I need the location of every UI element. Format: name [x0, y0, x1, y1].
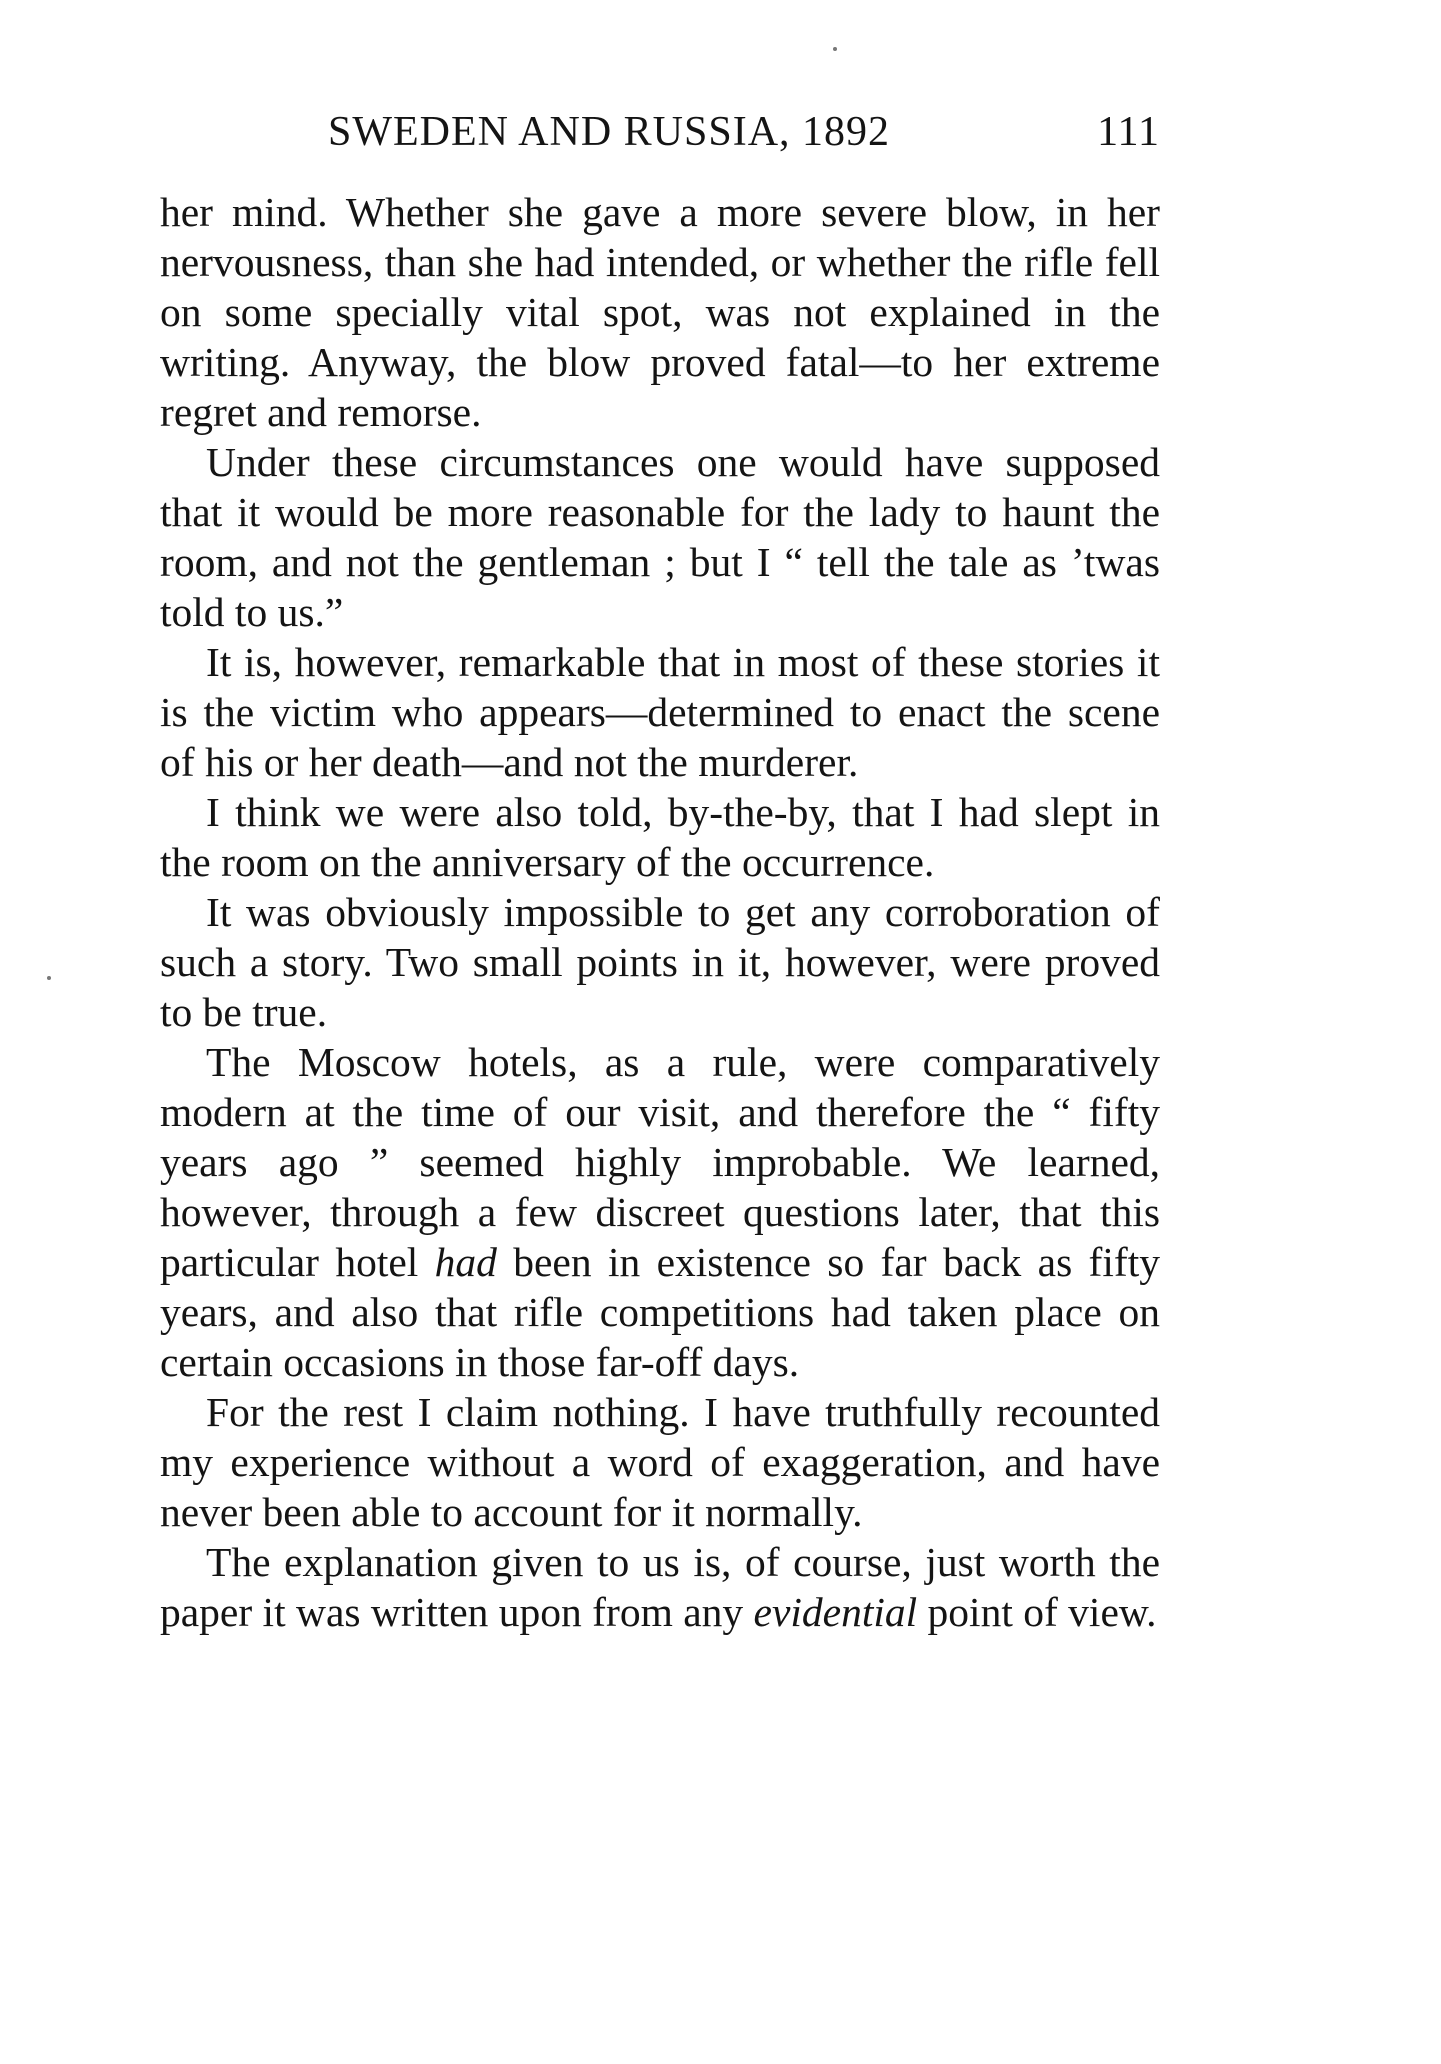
page-header: [160, 108, 1160, 168]
paragraph-4: I think we were also told, by-the-by, that I had slept in the room on the anniversary of the occurrence.: [160, 789, 1160, 885]
paper-speck: [833, 47, 837, 51]
paragraph-2: Under these circumstances one would have supposed that it would be more reasonable for the lady to haunt the room, and not the gentleman ; but I “ tell the tale as ’twas told to us.”: [160, 439, 1160, 635]
paper-speck: [47, 976, 51, 980]
paragraph-8-emphasis: evidential: [753, 1589, 918, 1635]
page-number: 111: [1097, 109, 1160, 155]
paragraph-6: [160, 1037, 1160, 1387]
running-title: SWEDEN AND RUSSIA, 1892: [328, 109, 891, 155]
paragraph-7: For the rest I claim nothing. I have truthfully recounted my experience without a word of exaggeration, and have never been able to account for it normally.: [160, 1389, 1160, 1535]
paragraph-6-part-b: been in existence so far back as fifty years, and also that rifle competitions had taken place on certain occasions in those far-off days.: [160, 1239, 1161, 1385]
paragraph-8: [160, 1537, 1160, 1637]
paragraph-8-part-b: point of view.: [917, 1589, 1157, 1635]
paragraph-5: It was obviously impossible to get any corroboration of such a story. Two small points in it, however, were proved to be true.: [160, 889, 1160, 1035]
paragraph-6-emphasis: had: [434, 1239, 497, 1285]
body-text: [160, 187, 1160, 1637]
paragraph-6-part-a: The Moscow hotels, as a rule, were comparatively modern at the time of our visit, and therefore the “ fifty years ago ” seemed highly improbable. We learned, however, through a few discreet questions later, that this particular hotel: [160, 1039, 1160, 1285]
paragraph-8-part-a: The explanation given to us is, of course, just worth the paper it was written upon from any: [160, 1539, 1160, 1635]
paragraph-1: her mind. Whether she gave a more severe blow, in her nervousness, than she had intended, or whether the rifle fell on some specially vital spot, was not explained in the writing. Anyway, the blow proved fatal—to her extreme regret and remorse.: [160, 189, 1160, 435]
paragraph-3: It is, however, remarkable that in most of these stories it is the victim who appears—determined to enact the scene of his or her death—and not the murderer.: [160, 639, 1160, 785]
